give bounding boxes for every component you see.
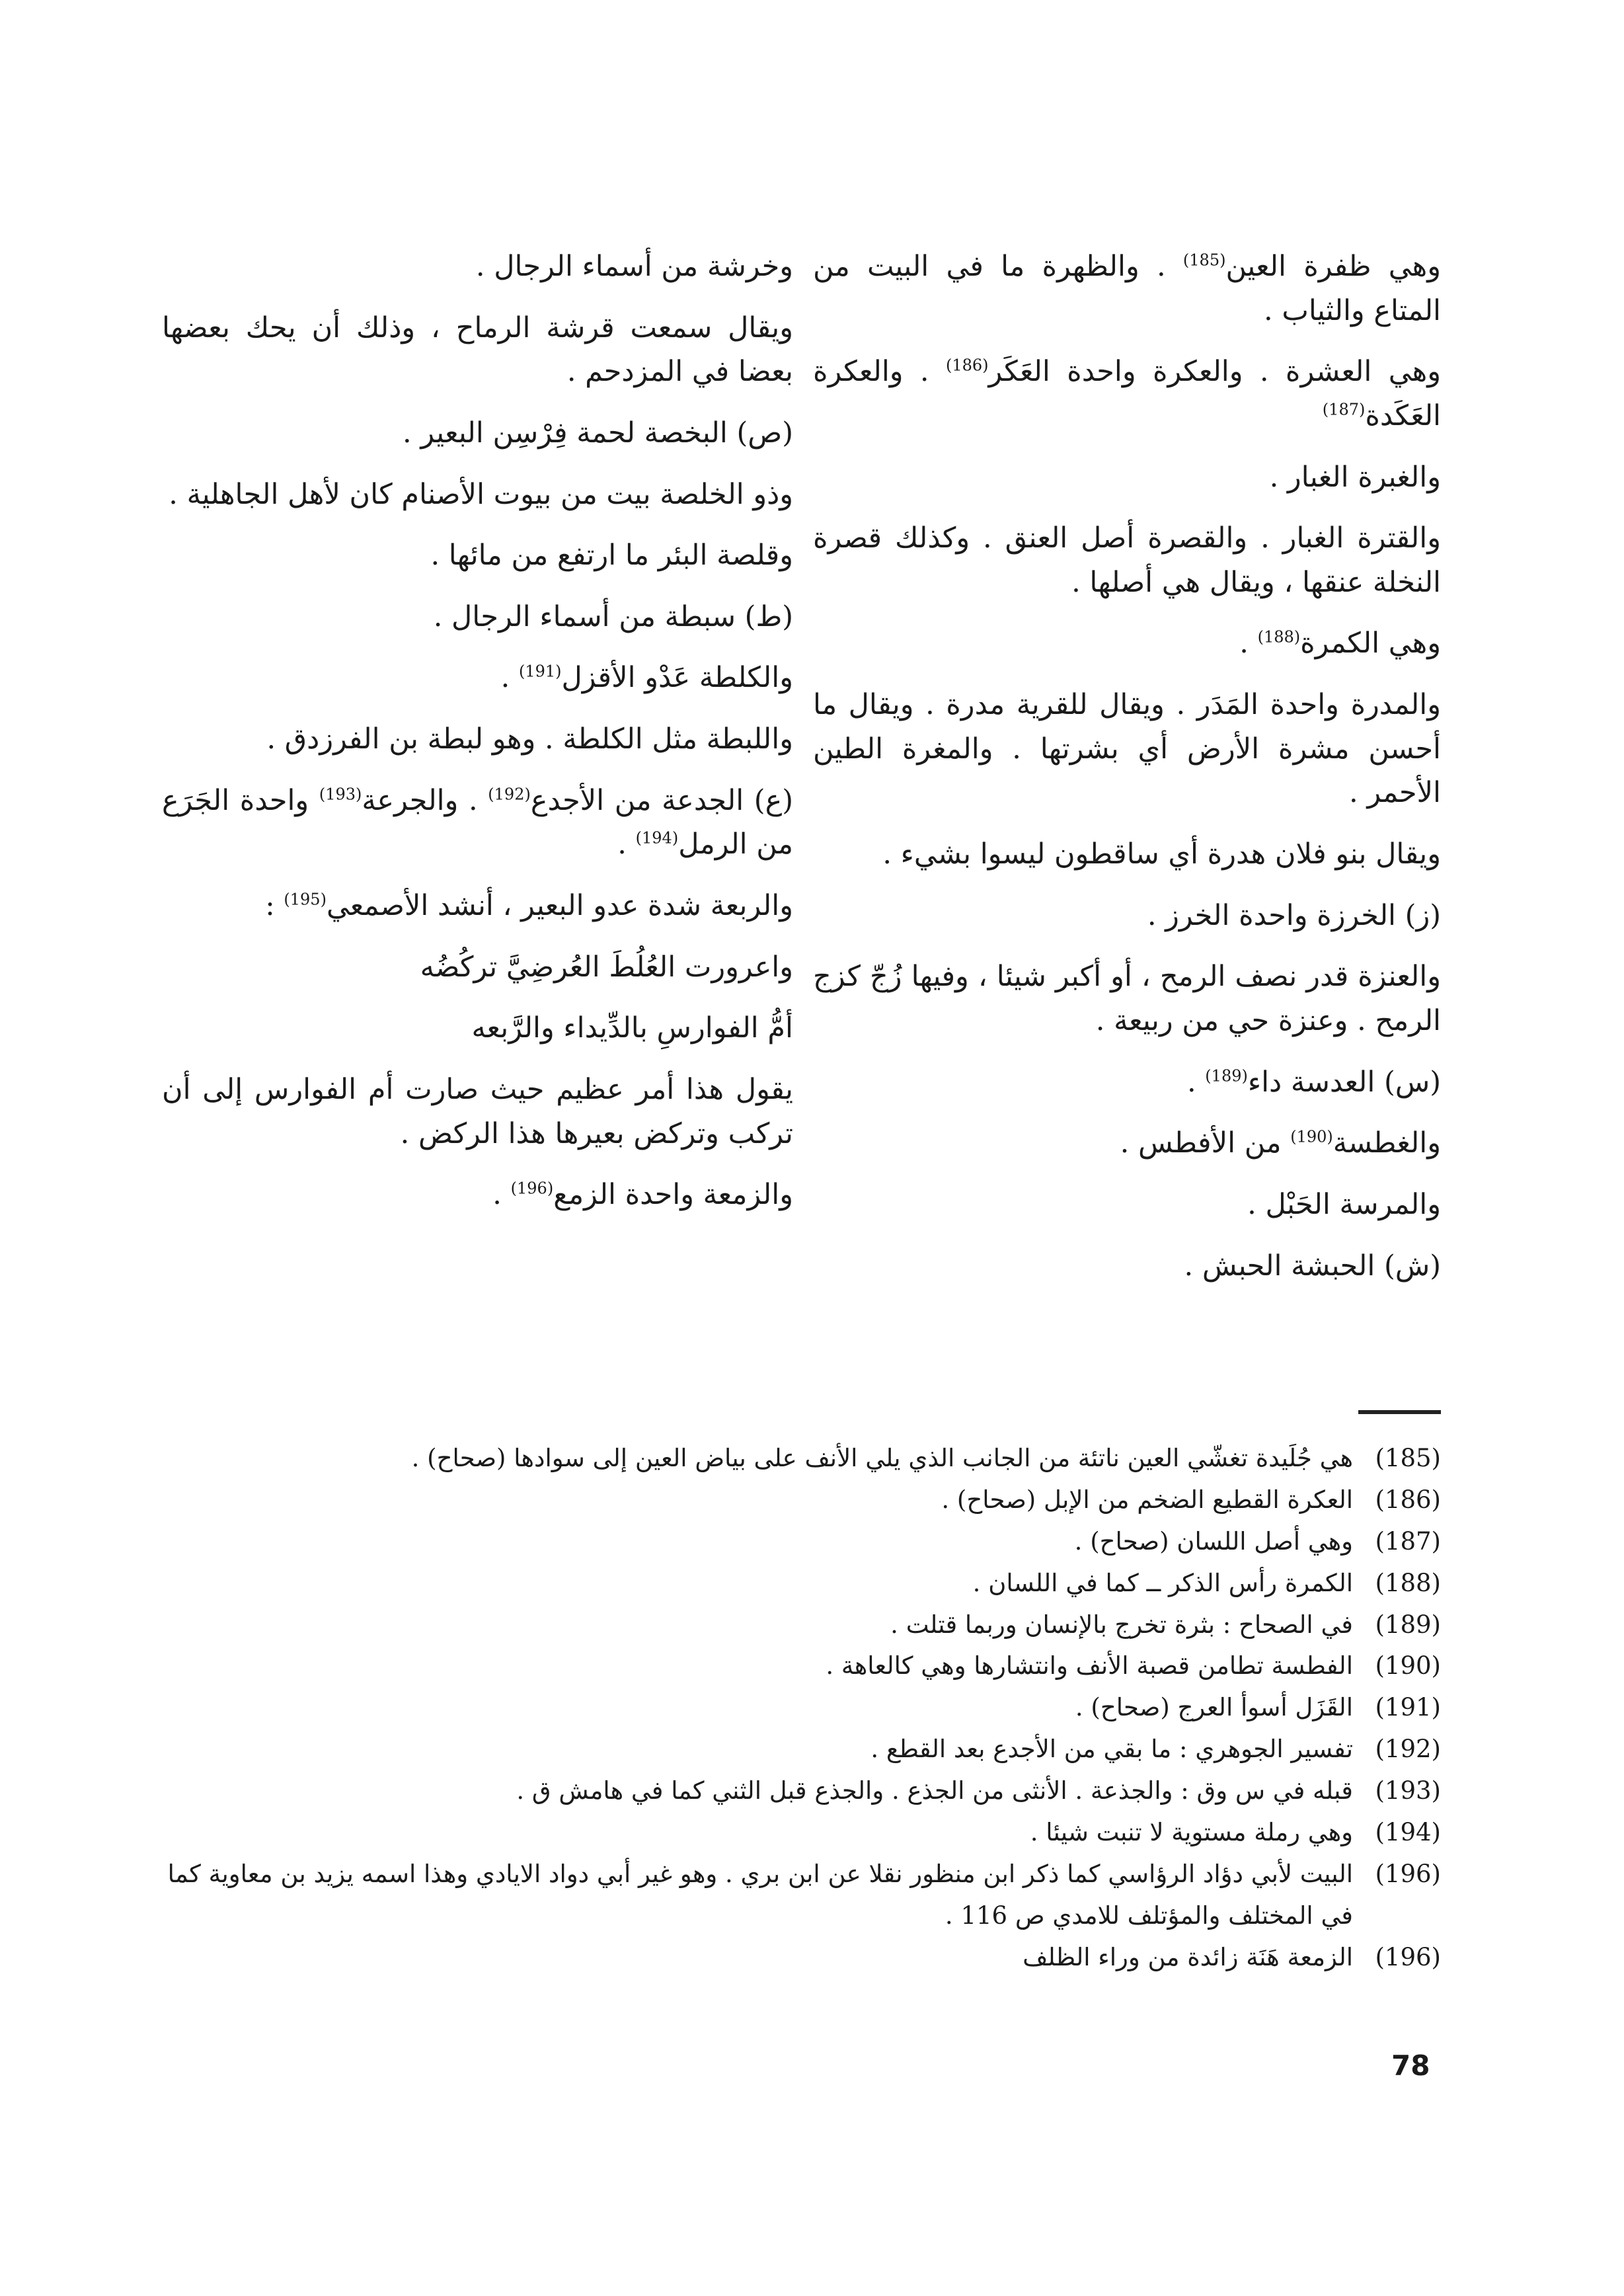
paragraph-text: واعرورت العُلُطَ العُرضِيَّ تركُضُه [420, 950, 793, 984]
footnote-number: (190) [1375, 1651, 1441, 1681]
paragraph-text: (س) العدسة داء [1247, 1065, 1441, 1099]
footnote-text: الكمرة رأس الذكر ــ كما في اللسان . [972, 1568, 1353, 1597]
paragraph-text: : [265, 889, 284, 923]
footnotes [162, 1438, 1441, 1979]
paragraph-text: وهي العشرة . والعكرة واحدة العَكَر [988, 355, 1441, 389]
paragraph-text: وهي ظفرة العين [1225, 250, 1441, 283]
verse-line [162, 1006, 793, 1050]
paragraph [813, 683, 1441, 815]
paragraph-text: والقترة الغبار . والقصرة أصل العنق . وكذلك قصرة النخلة عنقها ، ويقال هي أصلها . [813, 522, 1441, 599]
paragraph-text: من الأفطس . [1120, 1127, 1291, 1160]
paragraph-text: . [1239, 627, 1258, 660]
paragraph [162, 1068, 793, 1156]
footnote-text: وهي أصل اللسان (صحاح) . [1074, 1526, 1353, 1556]
footnote-number: (194) [1375, 1818, 1441, 1847]
paragraph-text: والزمعة واحدة الزمع [553, 1178, 793, 1212]
footnote-item [162, 1521, 1441, 1563]
paragraph-text: أمُّ الفوارسِ بالدِّيداء والرَّبعه [471, 1011, 793, 1045]
footnote-text: الزمعة هَنَة زائدة من وراء الظلف [1023, 1942, 1353, 1971]
paragraph-text: والغبرة الغبار . [1269, 460, 1441, 494]
left-column [162, 245, 793, 1234]
footnote-item [162, 1687, 1441, 1729]
paragraph [162, 473, 793, 517]
footnote-number: (193) [1375, 1776, 1441, 1805]
paragraph [813, 1244, 1441, 1288]
paragraph-text: والمرسة الحَبْل . [1247, 1187, 1441, 1221]
footnote-ref: (192) [488, 785, 531, 804]
footnote-item [162, 1480, 1441, 1521]
footnote-item [162, 1854, 1441, 1937]
paragraph [813, 245, 1441, 333]
footnote-number: (192) [1375, 1735, 1441, 1764]
footnote-text: هي جُلَيدة تغشّي العين ناتئة من الجانب الذي يلي الأنف على بياض العين إلى سوادها (صحاح) . [411, 1444, 1353, 1472]
footnote-ref: (185) [1182, 251, 1226, 270]
paragraph-text: والعنزة قدر نصف الرمح ، أو أكبر شيئا ، وفيها زُجّ كزج الرمح . وعنزة حي من ربيعة . [813, 960, 1441, 1037]
paragraph-text: . [617, 828, 636, 861]
paragraph-text: والربعة شدة عدو البعير ، أنشد الأصمعي [326, 889, 793, 923]
footnote-number: (196) [1375, 1859, 1441, 1888]
paragraph [162, 534, 793, 578]
paragraph-text: والكلطة عَدْو الأقزل [561, 661, 793, 695]
footnote-item [162, 1563, 1441, 1604]
paragraph-text: واحدة الجَرَع من الرمل [162, 783, 793, 861]
paragraph-text: واللبطة مثل الكلطة . وهو لبطة بن الفرزدق . [266, 723, 793, 756]
footnote-text: قبله في س وق : والجذعة . الأنثى من الجذع . والجذع قبل الثني كما في هامش ق . [516, 1776, 1353, 1805]
paragraph [813, 894, 1441, 938]
footnote-ref: (190) [1290, 1127, 1333, 1146]
footnote-item [162, 1770, 1441, 1812]
paragraph [162, 306, 793, 394]
footnote-text: الفطسة تطامن قصبة الأنف وانتشارها وهي كالعاهة . [826, 1651, 1353, 1681]
page-number: 78 [1391, 2049, 1430, 2082]
paragraph [162, 779, 793, 867]
footnote-number: (191) [1375, 1693, 1441, 1722]
footnote-separator [1358, 1410, 1441, 1414]
footnote-ref: (186) [945, 356, 989, 375]
footnote-number: (189) [1375, 1610, 1441, 1639]
paragraph-text: . والعكرة العَكَدة [813, 355, 1441, 432]
footnote-ref: (191) [518, 662, 562, 682]
paragraph-text: . والجرعة [362, 783, 488, 817]
paragraph-text: يقول هذا أمر عظيم حيث صارت أم الفوارس إلى أن تركب وتركض بعيرها هذا الركض . [162, 1072, 794, 1150]
footnote-ref: (196) [510, 1179, 554, 1198]
verse-line [162, 945, 793, 990]
paragraph-text: (ش) الحبشة الحبش . [1184, 1249, 1441, 1283]
paragraph [162, 245, 793, 289]
paragraph [813, 1060, 1441, 1105]
footnote-text: البيت لأبي دؤاد الرؤاسي كما ذكر ابن منظور نقلا عن ابن بري . وهو غير أبي دواد الايادي وهذا اسمه يزيد بن معاوية كما في المختلف والمؤتلف للامدي ص 116 . [167, 1859, 1353, 1930]
paragraph [162, 884, 793, 928]
footnote-item [162, 1438, 1441, 1480]
paragraph [813, 455, 1441, 500]
paragraph [813, 955, 1441, 1043]
paragraph-text: . [492, 1178, 511, 1212]
paragraph-text: وخرشة من أسماء الرجال . [475, 250, 793, 283]
footnote-number: (186) [1375, 1485, 1441, 1514]
footnote-number: (188) [1375, 1568, 1441, 1597]
footnote-ref: (194) [635, 829, 679, 848]
footnote-ref: (193) [319, 785, 362, 804]
paragraph-text: ويقال بنو فلان هدرة أي ساقطون ليسوا بشيء . [882, 838, 1441, 871]
paragraph-text: (ص) البخصة لحمة فِرْسِن البعير . [403, 416, 793, 450]
paragraph [162, 411, 793, 455]
paragraph [813, 832, 1441, 877]
footnote-ref: (188) [1257, 628, 1301, 647]
footnote-number: (187) [1375, 1526, 1441, 1556]
paragraph [813, 516, 1441, 604]
paragraph [162, 595, 793, 639]
paragraph-text: وهي الكمرة [1300, 627, 1441, 660]
paragraph-text: ويقال سمعت قرشة الرماح ، وذلك أن يحك بعضها بعضا في المزدحم . [162, 311, 793, 389]
paragraph [813, 350, 1441, 438]
right-column [813, 245, 1441, 1305]
paragraph-text: (ط) سبطة من أسماء الرجال . [433, 600, 793, 633]
footnote-text: وهي رملة مستوية لا تنبت شيئا . [1030, 1818, 1353, 1847]
paragraph-text: . [500, 661, 519, 695]
footnote-text: العكرة القطيع الضخم من الإبل (صحاح) . [941, 1485, 1353, 1514]
paragraph [162, 656, 793, 700]
paragraph-text: . [1186, 1065, 1206, 1099]
footnote-item [162, 1604, 1441, 1646]
footnote-text: في الصحاح : بثرة تخرج بالإنسان وربما قتلت . [890, 1610, 1353, 1639]
footnote-number: (185) [1375, 1444, 1441, 1472]
paragraph-text: . والظهرة ما في البيت من المتاع والثياب . [813, 250, 1441, 327]
paragraph [162, 1173, 793, 1217]
paragraph [813, 1121, 1441, 1166]
footnote-item [162, 1729, 1441, 1770]
paragraph-text: والمدرة واحدة المَدَر . ويقال للقرية مدرة . ويقال ما أحسن مشرة الأرض أي بشرتها . والمغرة الطين الأحمر . [813, 688, 1441, 810]
footnote-item [162, 1937, 1441, 1979]
footnote-text: تفسير الجوهري : ما بقي من الأجدع بعد القطع . [870, 1735, 1353, 1764]
paragraph-text: وقلصة البئر ما ارتفع من مائها . [430, 539, 793, 573]
footnote-ref: (187) [1322, 400, 1366, 419]
footnote-number: (196) [1375, 1942, 1441, 1971]
paragraph-text: والغطسة [1333, 1127, 1441, 1160]
paragraph-text: (ز) الخرزة واحدة الخرز . [1147, 898, 1441, 932]
footnote-item [162, 1812, 1441, 1854]
footnote-text: القَزَل أسوأ العرج (صحاح) . [1075, 1693, 1353, 1722]
paragraph-text: (ع) الجدعة من الأجدع [530, 783, 794, 817]
footnote-ref: (189) [1205, 1066, 1248, 1086]
paragraph [813, 1183, 1441, 1227]
paragraph-text: وذو الخلصة بيت من بيوت الأصنام كان لأهل الجاهلية . [169, 477, 793, 511]
paragraph [813, 621, 1441, 666]
footnote-ref: (195) [284, 890, 327, 909]
paragraph [162, 717, 793, 762]
footnote-item [162, 1645, 1441, 1687]
